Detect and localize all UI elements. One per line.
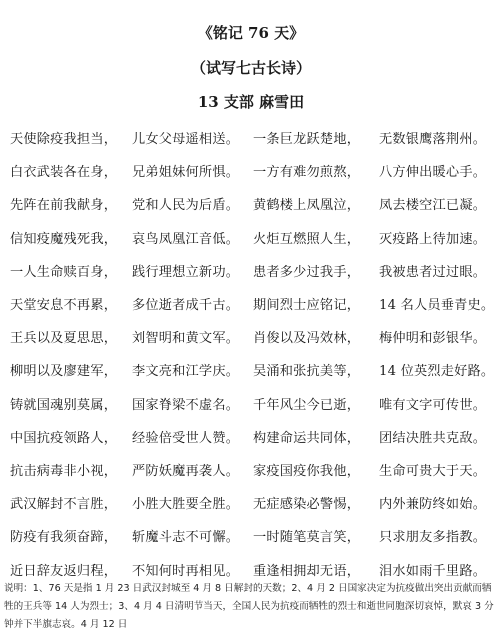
poem-phrase: 生命可贵大于天。: [379, 463, 487, 479]
poem-line: [6, 519, 496, 552]
poem-phrase: 期间烈士应铭记，: [253, 298, 361, 314]
poem-body: [6, 121, 496, 586]
poem-line: [6, 154, 496, 187]
poem-phrase: 肖俊以及冯效林，: [253, 331, 361, 347]
poem-phrase: 兄弟姐妹何所惧。: [132, 165, 240, 181]
poem-phrase: 斩魔斗志不可懈。: [132, 530, 240, 546]
poem-phrase: 吴涌和张抗美等，: [253, 364, 361, 380]
poem-phrase: 防疫有我须奋蹄，: [10, 530, 118, 546]
poem-phrase: 八方伸出暖心手。: [379, 165, 487, 181]
poem-phrase: 白衣武装各在身，: [10, 165, 118, 181]
poem-phrase: 我被患者过过眼。: [379, 264, 487, 280]
poem-phrase: 一条巨龙跃楚地，: [253, 132, 361, 148]
poem-phrase: 经验倍受世人赞。: [132, 430, 240, 446]
poem-phrase: 严防妖魔再袭人。: [132, 463, 240, 479]
poem-line: [6, 353, 496, 386]
poem-phrase: 患者多少过我手，: [253, 264, 361, 280]
poem-phrase: 践行理想立新功。: [132, 264, 240, 280]
poem-phrase: 信知疫魔残死我，: [10, 231, 118, 247]
poem-phrase: 天使除疫我担当，: [10, 132, 118, 148]
poem-line: [6, 187, 496, 220]
poem-phrase: 无症感染必警惕，: [253, 497, 361, 513]
poem-phrase: 天堂安息不再累，: [10, 298, 118, 314]
poem-phrase: 凤去楼空江已凝。: [379, 198, 487, 214]
poem-phrase: 抗击病毒非小视，: [10, 463, 118, 479]
poem-phrase: 唯有文字可传世。: [379, 397, 487, 413]
poem-line: [6, 486, 496, 519]
poem-phrase: 14 名人员垂青史。: [379, 298, 495, 314]
poem-line: [6, 420, 496, 453]
poem-phrase: 一人生命赎百身，: [10, 264, 118, 280]
poem-phrase: 先阵在前我献身，: [10, 198, 118, 214]
poem-phrase: 火炬互燃照人生，: [253, 231, 361, 247]
poem-phrase: 重逢相拥却无语，: [253, 563, 361, 579]
poem-line: [6, 221, 496, 254]
poem-title: 《铭记 76 天》: [197, 24, 305, 42]
poem-phrase: 一时随笔莫言笑，: [253, 530, 361, 546]
poem-subtitle: （试写七古长诗）: [190, 59, 311, 77]
poem-line: [6, 121, 496, 154]
poem-phrase: 家疫国疫你我他，: [253, 463, 361, 479]
poem-phrase: 灭疫路上待加速。: [379, 231, 487, 247]
poem-phrase: 梅仲明和彭银华。: [379, 331, 487, 347]
poem-phrase: 王兵以及夏思思，: [10, 331, 118, 347]
poem-phrase: 千年风尘今已逝，: [253, 397, 361, 413]
poem-phrase: 近日辞友返归程，: [10, 563, 118, 579]
poem-phrase: 铸就国魂别莫属，: [10, 397, 118, 413]
poem-phrase: 党和人民为后盾。: [132, 198, 240, 214]
poem-phrase: 中国抗疫领路人，: [10, 430, 118, 446]
poem-line: [6, 320, 496, 353]
poem-phrase: 哀鸟凤凰江音低。: [132, 231, 240, 247]
poem-phrase: 14 位英烈走好路。: [379, 364, 495, 380]
poem-phrase: 内外兼防终如始。: [379, 497, 487, 513]
poem-phrase: 一方有难勿煎熬，: [253, 165, 361, 181]
poem-phrase: 武汉解封不言胜，: [10, 497, 118, 513]
poem-phrase: 儿女父母遥相送。: [132, 132, 240, 148]
poem-phrase: 构建命运共同体，: [253, 430, 361, 446]
poem-phrase: 黄鹤楼上凤凰泣，: [253, 198, 361, 214]
poem-line: [6, 287, 496, 320]
poem-phrase: 国家脊梁不虚名。: [132, 397, 240, 413]
poem-phrase: 泪水如雨千里路。: [379, 563, 487, 579]
poem-phrase: 李文亮和江学庆。: [132, 364, 240, 380]
poem-phrase: 柳明以及廖建军，: [10, 364, 118, 380]
poem-phrase: 小胜大胜要全胜。: [132, 497, 240, 513]
poem-line: [6, 453, 496, 486]
poem-phrase: 刘智明和黄文军。: [132, 331, 240, 347]
poem-phrase: 多位逝者成千古。: [132, 298, 240, 314]
poem-author: 13 支部 麻雪田: [197, 93, 305, 111]
poem-phrase: 团结决胜共克敌。: [379, 430, 487, 446]
poem-phrase: 只求朋友多指教。: [379, 530, 487, 546]
poem-phrase: 不知何时再相见。: [132, 563, 240, 579]
poem-line: [6, 254, 496, 287]
poem-phrase: 无数银鹰落荆州。: [379, 132, 487, 148]
footnote: 说明：1、76 天是指 1 月 23 日武汉封城至 4 月 8 日解封的天数；2、4 月 2 日国家决定为抗疫做出突出贡献而牺牲的王兵等 14 人为烈士；3、4 月 4 日清明节当天，全国人民为抗疫而牺牲的烈士和逝世同胞深切哀悼，默哀 3 分钟并下半旗志哀。4 月 12 日: [4, 583, 494, 630]
poem-line: [6, 387, 496, 420]
